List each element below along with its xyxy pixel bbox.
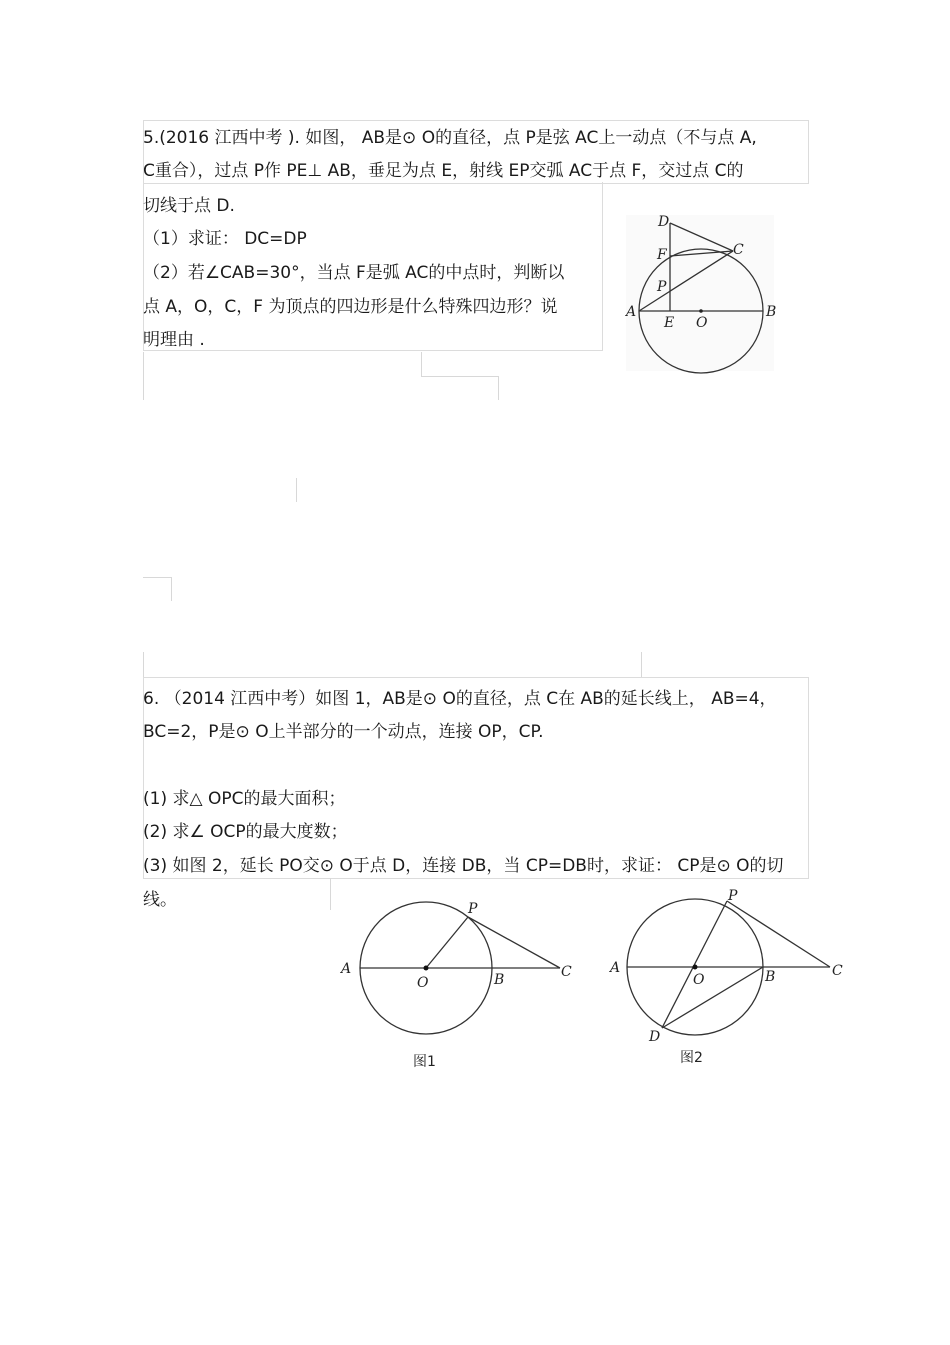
label-d: D [649,1029,661,1045]
problem6-line-4: (2) 求∠ OCP的最大度数； [143,822,348,842]
problem5-line-3: 切线于点 D. [143,196,235,216]
label-a: A [626,304,637,320]
problem5-line-4: （1）求证： DC=DP [143,229,307,249]
scan-artifact [498,376,499,400]
problem5-figure [620,205,785,375]
problem5-line-1: 5.(2016 江西中考 ). 如图， AB是⊙ O的直径，点 P是弦 AC上一动点（不与点 A, [143,128,757,148]
problem5-line-7: 明理由 . [143,330,205,350]
label-f: F [657,247,667,263]
problem6-line-3: (1) 求△ OPC的最大面积； [143,789,346,809]
scan-artifact [143,652,144,678]
label-a: A [610,960,621,976]
problem6-line-5: (3) 如图 2，延长 PO交⊙ O于点 D，连接 DB，当 CP=DB时，求证： CP是⊙ O的切 [143,856,784,876]
label-b: B [494,972,505,988]
figure-1-caption: 图1 [413,1054,436,1070]
label-o: O [417,975,429,991]
problem6-line-2: BC=2，P是⊙ O上半部分的一个动点，连接 OP，CP. [143,722,544,742]
scan-artifact [143,577,171,578]
label-c: C [561,964,572,980]
label-b: B [765,969,776,985]
label-a: A [341,961,352,977]
scan-artifact [296,478,297,502]
problem6-figure-1 [335,895,585,1075]
scan-artifact [421,376,498,377]
label-o: O [696,315,708,331]
problem5-line-5: （2）若∠CAB=30°，当点 F是弧 AC的中点时，判断以 [143,263,565,283]
problem5-line-2: C重合），过点 P作 PE⊥ AB，垂足为点 E，射线 EP交弧 AC于点 F，交过点 C的 [143,161,744,181]
label-p: P [657,279,667,295]
segment-pc [727,901,830,967]
label-e: E [664,315,675,331]
scan-artifact [641,652,642,678]
problem6-figure-2 [605,885,855,1070]
label-p: P [468,901,478,917]
problem5-line-6: 点 A，O，C，F 为顶点的四边形是什么特殊四边形？说 [143,297,558,317]
problem6-line-6: 线。 [143,890,177,910]
scan-artifact [330,878,331,910]
scan-artifact [143,352,144,400]
segment-pc [468,917,560,968]
scan-artifact [421,352,422,376]
label-c: C [832,963,843,979]
problem6-line-1: 6. （2014 江西中考）如图 1，AB是⊙ O的直径，点 C在 AB的延长线上， AB=4， [143,689,777,709]
label-d: D [658,214,670,230]
center-point [693,965,698,970]
label-o: O [693,972,705,988]
label-c: C [733,242,744,258]
segment-op [426,917,468,968]
center-point [699,309,703,313]
label-p: P [728,888,738,904]
label-b: B [766,304,777,320]
center-point [424,966,429,971]
figure-2-caption: 图2 [680,1050,703,1066]
scan-artifact [171,577,172,601]
